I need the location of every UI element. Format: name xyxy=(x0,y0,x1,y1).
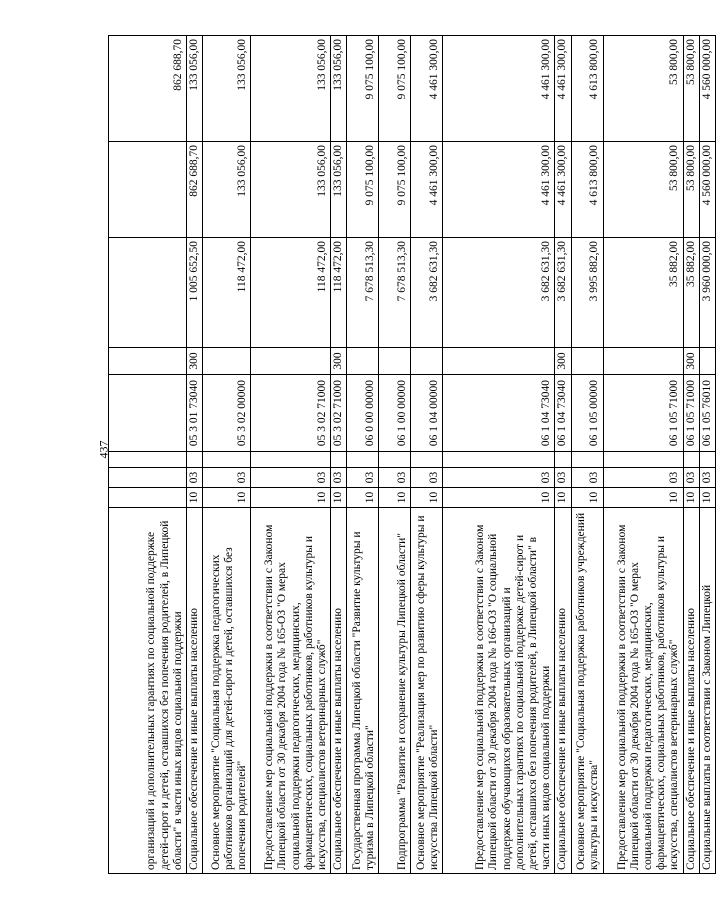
table-row xyxy=(699,36,715,874)
row-amount-1-cell: 35 882,00 xyxy=(683,238,699,348)
row-name-cell: Подпрограмма "Развитие и сохранение культуры Липецкой области" xyxy=(379,508,411,874)
row-expense-type-cell: 300 xyxy=(187,348,203,375)
table-row xyxy=(347,36,379,874)
row-subsection-cell: 03 xyxy=(555,468,571,488)
row-target-article-cell: 06 1 00 00000 xyxy=(379,375,411,452)
row-amount-2-cell: 53 800,00 xyxy=(603,142,683,238)
row-amount-2-cell: 862 688,70 xyxy=(187,142,203,238)
table-row xyxy=(203,36,251,874)
row-amount-3-cell: 133 056,00 xyxy=(187,36,203,142)
row-section-cell: 10 xyxy=(347,488,379,508)
row-expense-type-cell xyxy=(699,348,715,375)
row-section-cell: 10 xyxy=(603,488,683,508)
table-row xyxy=(555,36,571,874)
row-amount-2-cell: 133 056,00 xyxy=(203,142,251,238)
row-section-cell xyxy=(109,488,187,508)
row-expense-type-cell xyxy=(379,348,411,375)
table-row xyxy=(251,36,331,874)
row-amount-2-cell: 9 075 100,00 xyxy=(379,142,411,238)
row-amount-2-cell: 4 461 300,00 xyxy=(411,142,443,238)
row-empty-cell xyxy=(411,452,443,468)
row-subsection-cell: 03 xyxy=(683,468,699,488)
row-target-article-cell: 05 3 01 73040 xyxy=(187,375,203,452)
row-amount-1-cell: 3 682 631,30 xyxy=(411,238,443,348)
row-amount-1-cell: 35 882,00 xyxy=(603,238,683,348)
row-empty-cell xyxy=(187,452,203,468)
row-section-cell: 10 xyxy=(411,488,443,508)
row-target-article-cell: 06 1 04 73040 xyxy=(443,375,555,452)
row-target-article-cell: 06 1 05 71000 xyxy=(683,375,699,452)
row-amount-3-cell: 133 056,00 xyxy=(331,36,347,142)
row-amount-3-cell: 9 075 100,00 xyxy=(379,36,411,142)
row-amount-1-cell: 118 472,00 xyxy=(251,238,331,348)
row-amount-1-cell: 118 472,00 xyxy=(331,238,347,348)
row-amount-3-cell: 4 461 300,00 xyxy=(555,36,571,142)
row-name-cell: Социальное обеспечение и иные выплаты населению xyxy=(187,508,203,874)
row-target-article-cell: 06 1 05 76010 xyxy=(699,375,715,452)
row-amount-2-cell: 53 800,00 xyxy=(683,142,699,238)
row-target-article-cell xyxy=(109,375,187,452)
row-amount-1-cell: 7 678 513,30 xyxy=(379,238,411,348)
row-amount-3-cell: 862 688,70 xyxy=(109,36,187,142)
row-target-article-cell: 06 0 00 00000 xyxy=(347,375,379,452)
row-name-cell: Основное мероприятие "Социальная поддержка педагогических работников организаций для детей-сирот и детей, оставшихся без попечения родителей" xyxy=(203,508,251,874)
row-expense-type-cell xyxy=(109,348,187,375)
row-section-cell: 10 xyxy=(683,488,699,508)
row-target-article-cell: 05 3 02 71000 xyxy=(331,375,347,452)
row-amount-1-cell: 3 960 000,00 xyxy=(699,238,715,348)
row-expense-type-cell xyxy=(603,348,683,375)
row-section-cell: 10 xyxy=(571,488,603,508)
row-name-cell: Предоставление мер социальной поддержки в соответствии с Законом Липецкой области от 30 декабря 2004 года № 165-ОЗ "О мерах социальной поддержки педагогических, медицинских, фармацевтических, социальных работников, работников культуры и искусства, специалистов ветеринарных служб" xyxy=(603,508,683,874)
row-subsection-cell: 03 xyxy=(603,468,683,488)
row-amount-2-cell: 133 056,00 xyxy=(251,142,331,238)
row-target-article-cell: 05 3 02 71000 xyxy=(251,375,331,452)
row-amount-3-cell: 4 560 000,00 xyxy=(699,36,715,142)
budget-table-sheet xyxy=(108,36,713,874)
row-subsection-cell: 03 xyxy=(203,468,251,488)
row-name-cell: Основное мероприятие "Социальная поддержка работников учреждений культуры и искусства" xyxy=(571,508,603,874)
row-name-cell: Социальные выплаты в соответствии с Законом Липецкой xyxy=(699,508,715,874)
row-subsection-cell: 03 xyxy=(347,468,379,488)
row-expense-type-cell: 300 xyxy=(683,348,699,375)
page-number: 437 xyxy=(96,440,111,459)
row-empty-cell xyxy=(379,452,411,468)
row-subsection-cell: 03 xyxy=(699,468,715,488)
row-amount-2-cell: 133 056,00 xyxy=(331,142,347,238)
table-row xyxy=(187,36,203,874)
row-subsection-cell xyxy=(109,468,187,488)
row-section-cell: 10 xyxy=(187,488,203,508)
row-subsection-cell: 03 xyxy=(331,468,347,488)
row-section-cell: 10 xyxy=(251,488,331,508)
row-amount-2-cell xyxy=(109,142,187,238)
row-name-cell: Предоставление мер социальной поддержки в соответствии с Законом Липецкой области от 30 декабря 2004 года № 166-ОЗ "О социальной поддержке обучающихся образовательных организаций и дополнительных гарантиях по социальной поддержке детей-сирот и детей, оставшихся без попечения родителей, в Липецкой области" в части иных видов социальной поддержки xyxy=(443,508,555,874)
table-row xyxy=(443,36,555,874)
row-target-article-cell: 06 1 05 00000 xyxy=(571,375,603,452)
row-section-cell: 10 xyxy=(203,488,251,508)
row-name-cell: Государственная программа Липецкой области "Развитие культуры и туризма в Липецкой области" xyxy=(347,508,379,874)
row-subsection-cell: 03 xyxy=(379,468,411,488)
row-amount-3-cell: 53 800,00 xyxy=(603,36,683,142)
row-amount-3-cell: 4 461 300,00 xyxy=(443,36,555,142)
row-empty-cell xyxy=(443,452,555,468)
row-empty-cell xyxy=(555,452,571,468)
row-section-cell: 10 xyxy=(555,488,571,508)
row-subsection-cell: 03 xyxy=(571,468,603,488)
row-expense-type-cell xyxy=(571,348,603,375)
row-name-cell: Социальное обеспечение и иные выплаты населению xyxy=(683,508,699,874)
row-amount-3-cell: 9 075 100,00 xyxy=(347,36,379,142)
row-empty-cell xyxy=(571,452,603,468)
row-name-cell: Предоставление мер социальной поддержки в соответствии с Законом Липецкой области от 30 декабря 2004 года № 165-ОЗ "О мерах социальной поддержки педагогических, медицинских, фармацевтических, социальных работников, работников культуры и искусства, специалистов ветеринарных служб" xyxy=(251,508,331,874)
table-row xyxy=(683,36,699,874)
table-row xyxy=(109,36,187,874)
row-section-cell: 10 xyxy=(331,488,347,508)
row-amount-3-cell: 53 800,00 xyxy=(683,36,699,142)
row-section-cell: 10 xyxy=(699,488,715,508)
row-section-cell: 10 xyxy=(443,488,555,508)
row-subsection-cell: 03 xyxy=(187,468,203,488)
row-empty-cell xyxy=(683,452,699,468)
row-target-article-cell: 05 3 02 00000 xyxy=(203,375,251,452)
row-amount-1-cell xyxy=(109,238,187,348)
row-target-article-cell: 06 1 04 00000 xyxy=(411,375,443,452)
row-amount-3-cell: 4 461 300,00 xyxy=(411,36,443,142)
row-amount-3-cell: 133 056,00 xyxy=(251,36,331,142)
row-amount-3-cell: 4 613 800,00 xyxy=(571,36,603,142)
row-amount-1-cell: 3 682 631,30 xyxy=(443,238,555,348)
row-name-cell: Основное мероприятие "Реализация мер по развитию сферы культуры и искусства Липецкой области" xyxy=(411,508,443,874)
row-empty-cell xyxy=(331,452,347,468)
row-amount-1-cell: 3 995 882,00 xyxy=(571,238,603,348)
row-subsection-cell: 03 xyxy=(411,468,443,488)
row-empty-cell xyxy=(109,452,187,468)
row-target-article-cell: 06 1 05 71000 xyxy=(603,375,683,452)
row-amount-1-cell: 1 005 652,50 xyxy=(187,238,203,348)
row-section-cell: 10 xyxy=(379,488,411,508)
budget-table xyxy=(108,35,716,874)
row-subsection-cell: 03 xyxy=(251,468,331,488)
row-expense-type-cell xyxy=(347,348,379,375)
table-row xyxy=(603,36,683,874)
rotated-table-container xyxy=(108,36,713,874)
row-expense-type-cell xyxy=(443,348,555,375)
row-empty-cell xyxy=(203,452,251,468)
row-expense-type-cell: 300 xyxy=(331,348,347,375)
table-row xyxy=(331,36,347,874)
row-amount-2-cell: 4 560 000,00 xyxy=(699,142,715,238)
row-amount-3-cell: 133 056,00 xyxy=(203,36,251,142)
row-amount-2-cell: 4 613 800,00 xyxy=(571,142,603,238)
table-row xyxy=(411,36,443,874)
row-empty-cell xyxy=(347,452,379,468)
row-amount-1-cell: 118 472,00 xyxy=(203,238,251,348)
row-amount-1-cell: 3 682 631,30 xyxy=(555,238,571,348)
row-expense-type-cell xyxy=(411,348,443,375)
row-name-cell: Социальное обеспечение и иные выплаты населению xyxy=(331,508,347,874)
row-expense-type-cell xyxy=(203,348,251,375)
row-subsection-cell: 03 xyxy=(443,468,555,488)
row-amount-1-cell: 7 678 513,30 xyxy=(347,238,379,348)
budget-table-body xyxy=(109,36,716,874)
row-amount-2-cell: 4 461 300,00 xyxy=(443,142,555,238)
row-target-article-cell: 06 1 04 73040 xyxy=(555,375,571,452)
row-amount-2-cell: 4 461 300,00 xyxy=(555,142,571,238)
row-empty-cell xyxy=(699,452,715,468)
table-row xyxy=(571,36,603,874)
row-expense-type-cell xyxy=(251,348,331,375)
row-empty-cell xyxy=(603,452,683,468)
row-expense-type-cell: 300 xyxy=(555,348,571,375)
row-name-cell: Социальное обеспечение и иные выплаты населению xyxy=(555,508,571,874)
row-amount-2-cell: 9 075 100,00 xyxy=(347,142,379,238)
table-row xyxy=(379,36,411,874)
row-empty-cell xyxy=(251,452,331,468)
row-name-cell: организаций и дополнительных гарантиях по социальной поддержке детей-сирот и детей, оставшихся без попечения родителей, в Липецкой области" в части иных видов социальной поддержки xyxy=(109,508,187,874)
